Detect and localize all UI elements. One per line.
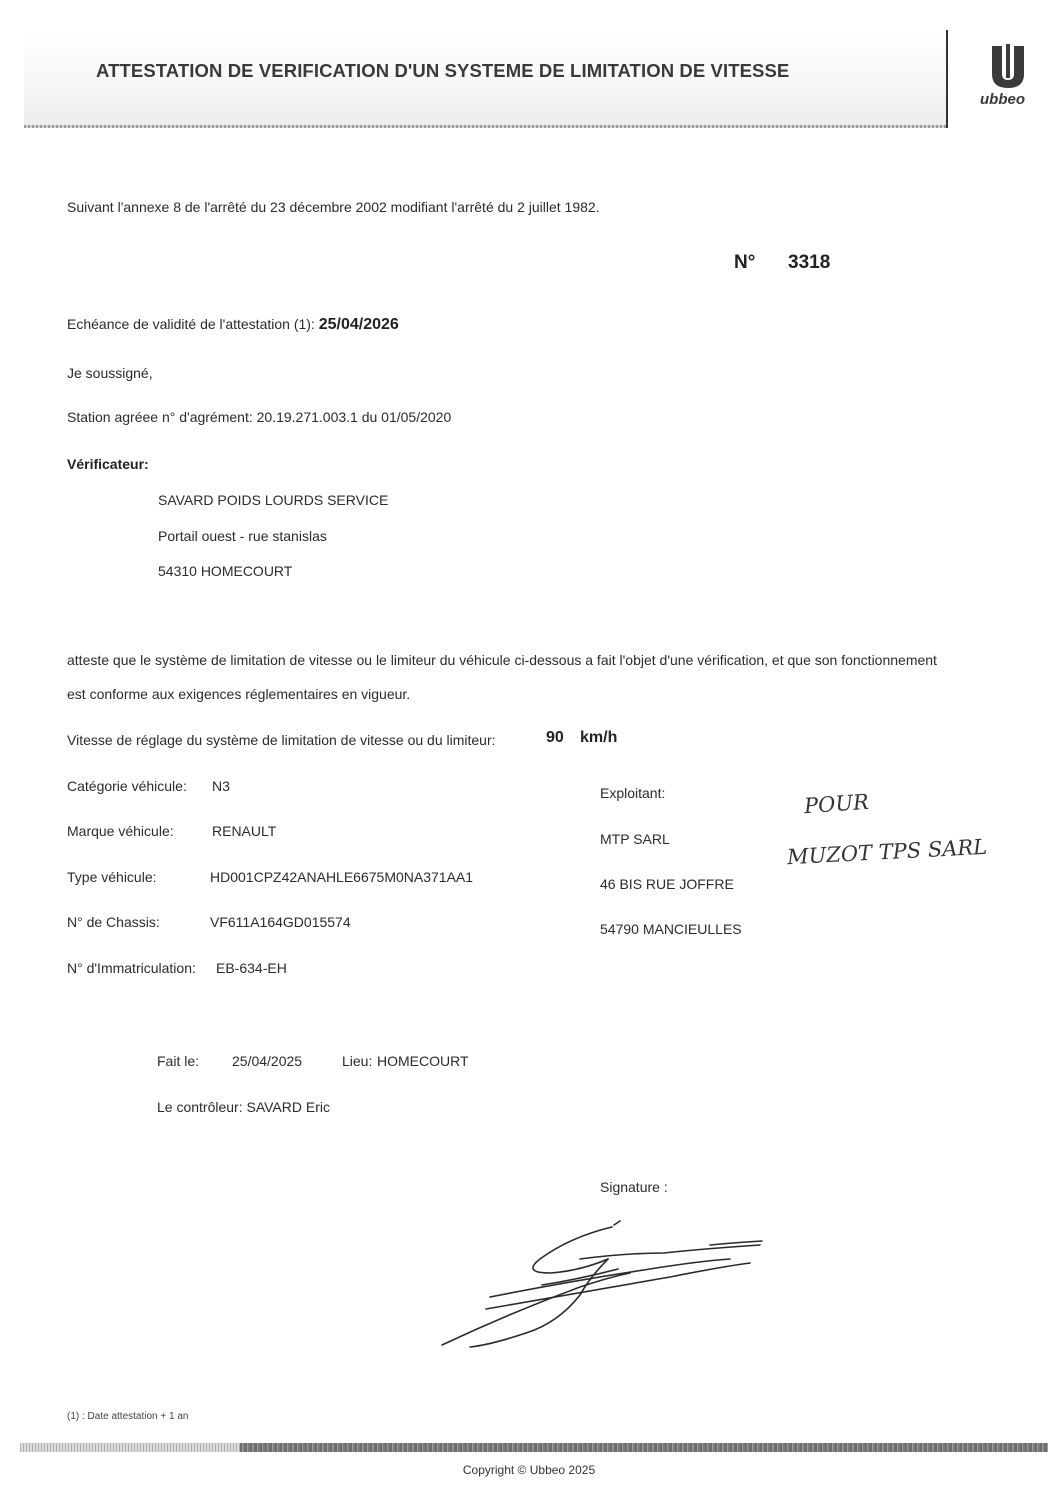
place-value: HOMECOURT — [377, 1053, 469, 1069]
handwritten-note-line2: MUZOT TPS SARL — [786, 834, 988, 870]
attestation-line1: atteste que le système de limitation de vitesse ou le limiteur du véhicule ci-dessous a fait l'objet d'une vérification, et que son fonctionnement — [67, 652, 937, 668]
footer-bar — [20, 1443, 1048, 1452]
chassis-label: N° de Chassis: — [67, 914, 160, 930]
vehicle-type: HD001CPZ42ANAHLE6675M0NA371AA1 — [210, 869, 474, 885]
handwritten-note-line1: POUR — [803, 789, 870, 819]
done-date: 25/04/2025 — [232, 1053, 303, 1069]
operator-address-line1: 46 BIS RUE JOFFRE — [600, 876, 734, 892]
operator-address-line2: 54790 MANCIEULLES — [600, 921, 742, 937]
certificate-number: 3318 — [788, 252, 831, 273]
vehicle-category: N3 — [212, 778, 230, 794]
verifier-label: Vérificateur: — [67, 456, 149, 472]
signature-label: Signature : — [600, 1179, 668, 1195]
signature-image — [430, 1215, 780, 1355]
speed-value: 90 — [546, 729, 564, 746]
brand-name: ubbeo — [980, 91, 1025, 108]
vehicle-brand: RENAULT — [212, 823, 277, 839]
ubbeo-logo-icon — [988, 44, 1028, 90]
place-label: Lieu: — [342, 1053, 373, 1069]
validity-label: Echéance de validité de l'attestation (1): — [67, 316, 315, 332]
undersigned-text: Je soussigné, — [67, 365, 153, 381]
verifier-address-line1: Portail ouest - rue stanislas — [158, 528, 327, 544]
vehicle-type-label: Type véhicule: — [67, 869, 157, 885]
operator-label: Exploitant: — [600, 785, 666, 801]
number-label: N° — [734, 252, 756, 273]
verifier-address-line2: 54310 HOMECOURT — [158, 563, 293, 579]
registration-number: EB-634-EH — [216, 960, 287, 976]
chassis-number: VF611A164GD015574 — [210, 914, 351, 930]
attestation-line2: est conforme aux exigences réglementaires en vigueur. — [67, 686, 411, 702]
footnote: (1) : Date attestation + 1 an — [67, 1411, 189, 1422]
copyright: Copyright © Ubbeo 2025 — [462, 1463, 596, 1477]
speed-unit: km/h — [580, 729, 618, 746]
registration-label: N° d'Immatriculation: — [67, 960, 196, 976]
validity-line — [67, 316, 399, 334]
header-divider — [946, 30, 948, 128]
validity-date: 25/04/2026 — [318, 316, 399, 333]
operator-name: MTP SARL — [600, 831, 670, 847]
done-label: Fait le: — [157, 1053, 200, 1069]
verifier-name: SAVARD POIDS LOURDS SERVICE — [158, 492, 389, 508]
document-title: ATTESTATION DE VERIFICATION D'UN SYSTEME DE LIMITATION DE VITESSE — [96, 60, 790, 81]
speed-label: Vitesse de réglage du système de limitation de vitesse ou du limiteur: — [67, 732, 496, 748]
controller-text: Le contrôleur: SAVARD Eric — [157, 1099, 330, 1115]
vehicle-category-label: Catégorie véhicule: — [67, 778, 187, 794]
intro-text: Suivant l'annexe 8 de l'arrêté du 23 décembre 2002 modifiant l'arrêté du 2 juillet 1982. — [67, 199, 600, 215]
vehicle-brand-label: Marque véhicule: — [67, 823, 174, 839]
station-text: Station agréee n° d'agrément: 20.19.271.003.1 du 01/05/2020 — [67, 409, 452, 425]
